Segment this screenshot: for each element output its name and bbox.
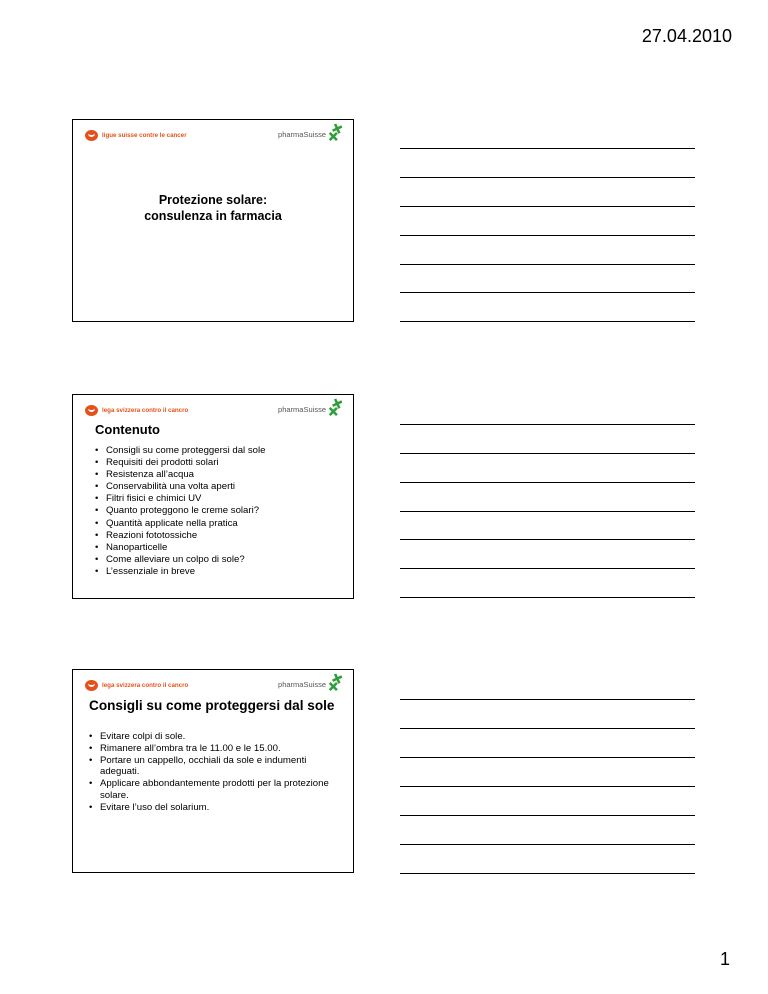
slide-1 xyxy=(72,119,354,322)
slide-header xyxy=(73,120,353,148)
list-item: • Evitare colpi di sole. xyxy=(89,731,339,743)
document-date: 27.04.2010 xyxy=(641,26,732,46)
sun-icon xyxy=(85,680,98,691)
cancer-league-logo xyxy=(85,130,187,141)
advice-list xyxy=(89,731,339,814)
list-item: • Evitare l’uso del solarium. xyxy=(89,802,339,814)
pharmasuisse-logo xyxy=(278,397,345,417)
slide-header xyxy=(73,670,353,698)
list-item: • L’essenziale in breve xyxy=(95,566,265,578)
list-item: • Nanoparticelle xyxy=(95,542,265,554)
title-line-1: Protezione solare: xyxy=(158,193,268,207)
list-item: • Applicare abbondantemente prodotti per la protezione solare. xyxy=(89,778,339,801)
page-number: 1 xyxy=(719,949,730,969)
list-item: • Requisiti dei prodotti solari xyxy=(95,457,265,469)
list-item: • Consigli su come proteggersi dal sole xyxy=(95,445,265,457)
slide-header xyxy=(73,395,353,423)
pharmacy-cross-icon xyxy=(327,122,345,142)
slide-2 xyxy=(72,394,354,599)
pharmasuisse-name: pharmaSuisse xyxy=(278,405,326,414)
contents-list xyxy=(95,445,265,578)
slide-3 xyxy=(72,669,354,873)
pharmasuisse-logo xyxy=(278,122,345,142)
list-item: • Rimanere all’ombra tra le 11.00 e le 15.00. xyxy=(89,743,339,755)
list-item: • Quanto proteggono le creme solari? xyxy=(95,505,265,517)
pharmasuisse-name: pharmaSuisse xyxy=(278,680,326,689)
cancer-league-name: lega svizzera contro il cancro xyxy=(102,407,189,414)
title-line-2: consulenza in farmacia xyxy=(144,209,282,223)
list-item: • Portare un cappello, occhiali da sole e indumenti adeguati. xyxy=(89,755,339,778)
sun-icon xyxy=(85,130,98,141)
cancer-league-name: lega svizzera contro il cancro xyxy=(102,682,189,689)
slide-title: Contenuto xyxy=(95,422,160,437)
pharmasuisse-logo xyxy=(278,672,345,692)
list-item: • Reazioni fototossiche xyxy=(95,530,265,542)
sun-icon xyxy=(85,405,98,416)
presentation-title xyxy=(73,192,353,224)
pharmacy-cross-icon xyxy=(327,672,345,692)
cancer-league-name: ligue suisse contre le cancer xyxy=(102,132,187,139)
list-item: • Come alleviare un colpo di sole? xyxy=(95,554,265,566)
cancer-league-logo xyxy=(85,680,188,691)
pharmasuisse-name: pharmaSuisse xyxy=(278,130,326,139)
pharmacy-cross-icon xyxy=(327,397,345,417)
list-item: • Quantità applicate nella pratica xyxy=(95,518,265,530)
slide-title: Consigli su come proteggersi dal sole xyxy=(89,698,335,713)
list-item: • Resistenza all’acqua xyxy=(95,469,265,481)
list-item: • Filtri fisici e chimici UV xyxy=(95,493,265,505)
list-item: • Conservabilità una volta aperti xyxy=(95,481,265,493)
cancer-league-logo xyxy=(85,405,188,416)
